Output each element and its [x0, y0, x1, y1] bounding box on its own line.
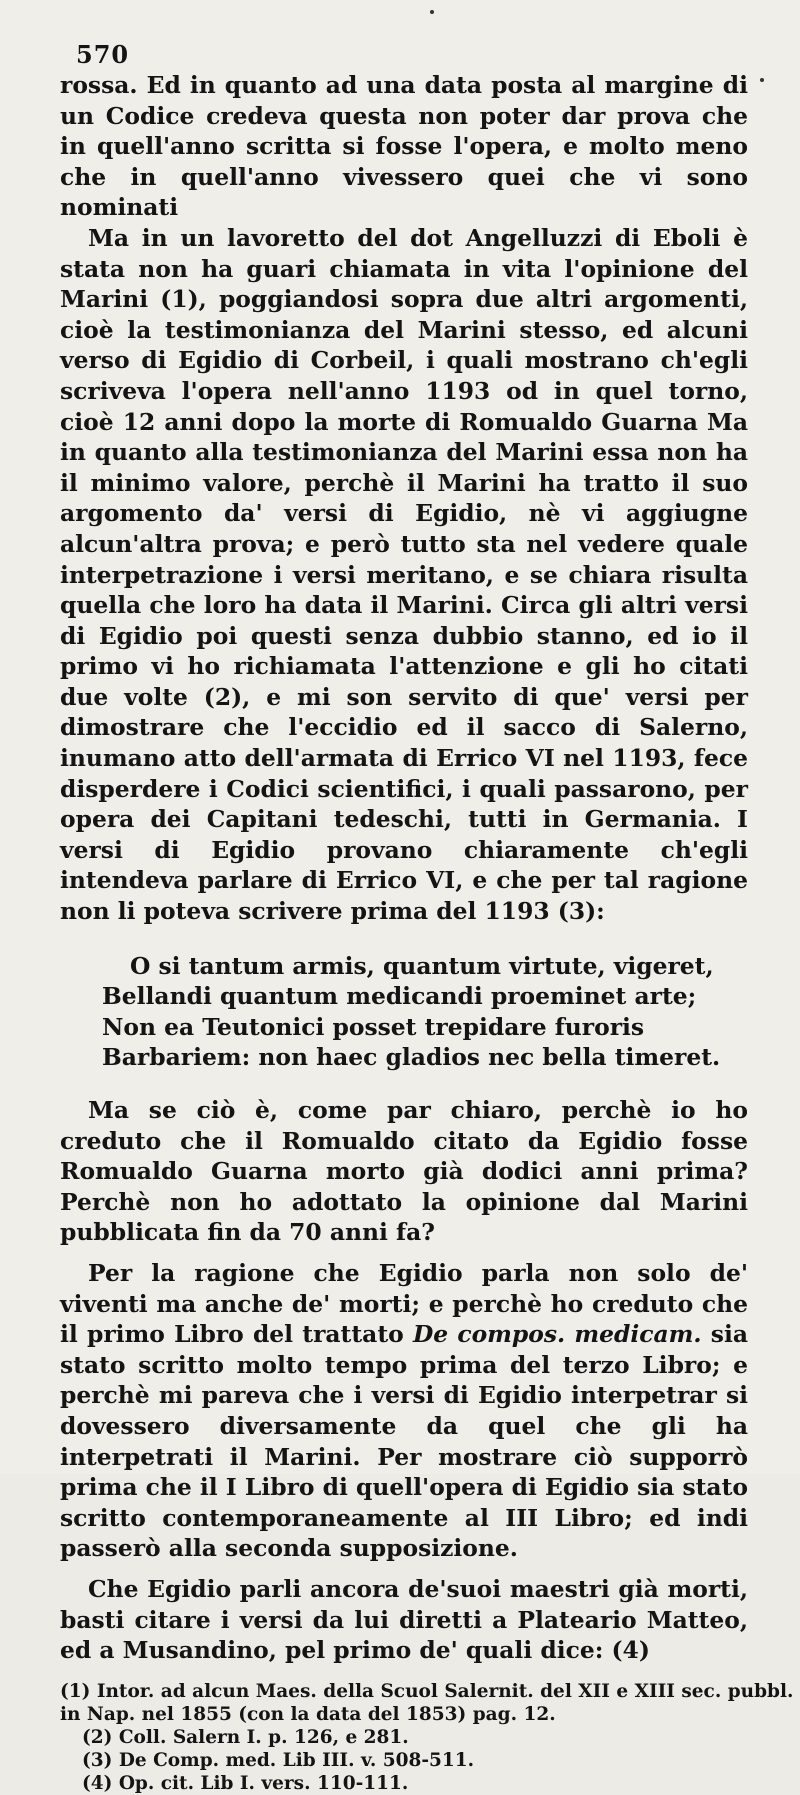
paragraph-4-start: Per la ragione che Egidio parla non solo de' viventi ma anche de' morti; e perchè ho creduto che il primo Libro del trattato: [60, 1258, 748, 1349]
paragraph-3: Ma se ciò è, come par chiaro, perchè io ho creduto che il Romualdo citato da Egidio fosse Romualdo Guarna morto già dodici anni prima? Perchè non ho adottato la opinione dal Marini pubblicata fin da 70 anni fa?: [60, 1096, 748, 1247]
footnote-1-continued: in Nap. nel 1855 (con la data del 1853) pag. 12.: [60, 1703, 556, 1725]
verse-quotation: [102, 951, 748, 1073]
footnote-2: (2) Coll. Salern I. p. 126, e 281.: [82, 1726, 409, 1748]
paragraph-4-end: sia stato scritto molto tempo prima del terzo Libro; e perchè mi pareva che i versi di Egidio interpetrar si dovessero diversamente da quel che gli ha interpetrati il Marini. Per mostrare ciò supporrò prima che il I Libro di quell'opera di Egidio sia stato scritto contemporaneamente al III Libro; ed indi passerò alla seconda supposizione.: [60, 1320, 749, 1563]
verse-line: O si tantum armis, quantum virtute, vigeret,: [130, 951, 714, 980]
footnote-1: (1) Intor. ad alcun Maes. della Scuol Salernit. del XII e XIII sec. pubbl.: [60, 1680, 794, 1702]
footnote-3: (3) De Comp. med. Lib III. v. 508-511.: [82, 1749, 475, 1771]
verse-line: Non ea Teutonici posset trepidare furoris: [102, 1012, 645, 1041]
paragraph-1: rossa. Ed in quanto ad una data posta al margine di un Codice credeva questa non poter dar prova che in quell'anno scritta si fosse l'opera, e molto meno che in quell'anno vivessero quei che vi sono nominati: [60, 71, 748, 222]
page-number: 570: [76, 40, 130, 69]
main-text-continued: [60, 1095, 748, 1666]
footnotes: [60, 1680, 794, 1795]
ink-speck: [760, 78, 764, 82]
paragraph-4: [60, 1258, 748, 1564]
main-text: [60, 70, 748, 927]
verse-line: Barbariem: non haec gladios nec bella timeret.: [102, 1043, 721, 1072]
paragraph-2: Ma in un lavoretto del dot Angelluzzi di Eboli è stata non ha guari chiamata in vita l'opinione del Marini (1), poggiandosi sopra due altri argomenti, cioè la testimonianza del Marini stesso, ed alcuni verso di Egidio di Corbeil, i quali mostrano ch'egli scriveva l'opera nell'anno 1193 od in quel torno, cioè 12 anni dopo la morte di Romualdo Guarna Ma in quanto alla testimonianza del Marini essa non ha il minimo valore, perchè il Marini ha tratto il suo argomento da' versi di Egidio, nè vi aggiugne alcun'altra prova; e però tutto sta nel vedere quale interpetrazione i versi meritano, e se chiara risulta quella che loro ha data il Marini. Circa gli altri versi di Egidio poi questi senza dubbio stanno, ed io il primo vi ho richiamata l'attenzione e gli ho citati due volte (2), e mi son servito di que' versi per dimostrare che l'eccidio ed il sacco di Salerno, inumano atto dell'armata di Errico VI nel 1193, fece disperdere i Codici scientifici, i quali passarono, per opera dei Capitani tedeschi, tutti in Germania. I versi di Egidio provano chiaramente ch'egli intendeva parlare di Errico VI, e che per tal ragione non li poteva scrivere prima del 1193 (3):: [60, 223, 748, 926]
footnote-4: (4) Op. cit. Lib I. vers. 110-111.: [82, 1772, 409, 1794]
book-title-italic: De compos. medicam.: [412, 1320, 702, 1349]
paragraph-5: Che Egidio parli ancora de'suoi maestri già morti, basti citare i versi da lui diretti a Plateario Matteo, ed a Musandino, pel primo de' quali dice: (4): [60, 1574, 748, 1665]
verse-line: Bellandi quantum medicandi proeminet arte;: [102, 982, 697, 1011]
ink-speck: [430, 10, 434, 14]
